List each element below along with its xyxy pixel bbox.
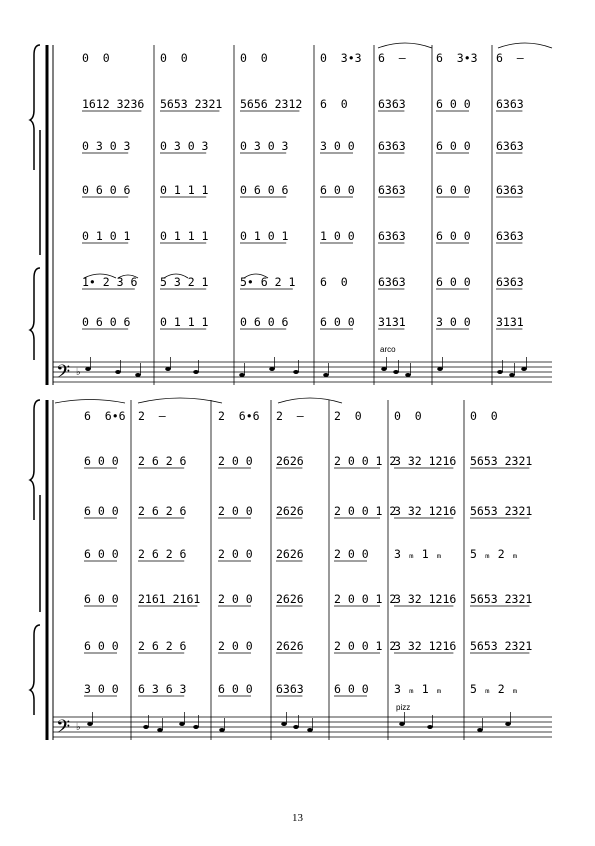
note-cell: 2 0 0 bbox=[218, 454, 253, 468]
note-cell: 0 0 bbox=[470, 409, 498, 423]
note-cell: 0 1 1 1 bbox=[160, 183, 209, 197]
note-cell: 1 0 0 bbox=[320, 229, 355, 243]
bass-note bbox=[307, 728, 313, 732]
note-cell: 0 3 0 3 bbox=[82, 139, 131, 153]
note-cell: 5 ₘ 2 ₘ bbox=[470, 682, 519, 696]
note-cell: 6 0 0 bbox=[436, 183, 471, 197]
bass-note bbox=[135, 373, 141, 377]
note-cell: 2626 bbox=[276, 592, 304, 606]
note-cell: 5653 2321 bbox=[470, 592, 533, 606]
note-cell: 6 3 6 3 bbox=[138, 682, 187, 696]
bass-note bbox=[497, 370, 503, 374]
bass-note bbox=[293, 725, 299, 729]
mark-arco: arco bbox=[380, 345, 396, 354]
note-cell: 3 32 1216 bbox=[394, 454, 457, 468]
note-cell: 6363 bbox=[378, 275, 406, 289]
bass-note bbox=[219, 728, 225, 732]
note-cell: 0 6 0 6 bbox=[82, 183, 131, 197]
note-cell: 6 0 0 bbox=[84, 504, 119, 518]
bass-note bbox=[157, 728, 163, 732]
bass-note bbox=[509, 373, 515, 377]
note-cell: 6363 bbox=[496, 97, 524, 111]
note-cell: 6 0 0 bbox=[320, 315, 355, 329]
note-cell: 6 0 0 bbox=[84, 454, 119, 468]
note-cell: 3 0 0 bbox=[436, 315, 471, 329]
system-2 bbox=[30, 398, 552, 742]
note-cell: 0 1 1 1 bbox=[160, 315, 209, 329]
note-cell: 2 0 0 bbox=[218, 547, 253, 561]
note-cell: 0 3 0 3 bbox=[240, 139, 289, 153]
system-1-bracket-top bbox=[30, 45, 40, 170]
note-cell: 0 6 0 6 bbox=[82, 315, 131, 329]
note-cell: 6 0 bbox=[320, 97, 348, 111]
note-cell: 5653 2321 bbox=[470, 639, 533, 653]
system-2-bracket-top bbox=[30, 400, 40, 520]
note-cell: 0 3 0 3 bbox=[160, 139, 209, 153]
note-cell: 2 0 0 bbox=[334, 547, 369, 561]
bass-note bbox=[427, 725, 433, 729]
bass-clef-icon: 𝄢 bbox=[56, 717, 71, 742]
note-cell: 2 0 0 bbox=[218, 504, 253, 518]
note-cell: 3 32 1216 bbox=[394, 504, 457, 518]
note-cell: 5 3 2 1 bbox=[160, 275, 209, 289]
bass-note bbox=[115, 370, 121, 374]
bass-note bbox=[405, 373, 411, 377]
bass-note bbox=[437, 367, 443, 371]
note-cell: 2161 2161 bbox=[138, 592, 201, 606]
note-cell: 6 0 0 bbox=[436, 139, 471, 153]
note-cell: 0 0 bbox=[82, 51, 110, 65]
note-cell: 6 — bbox=[378, 51, 406, 65]
note-cell: 6 0 0 bbox=[334, 682, 369, 696]
note-cell: 6 0 bbox=[320, 275, 348, 289]
note-cell: 0 1 0 1 bbox=[82, 229, 131, 243]
note-cell: 0 1 1 1 bbox=[160, 229, 209, 243]
bass-note bbox=[193, 725, 199, 729]
note-cell: 0 0 bbox=[160, 51, 188, 65]
mark-pizz: pizz bbox=[396, 703, 411, 712]
note-cell: 3 32 1216 bbox=[394, 592, 457, 606]
system-1-rows bbox=[82, 51, 524, 329]
note-cell: 6363 bbox=[378, 229, 406, 243]
bass-note bbox=[143, 725, 149, 729]
note-cell: 2 — bbox=[138, 409, 166, 423]
bass-note bbox=[381, 367, 387, 371]
flat-icon: ♭ bbox=[76, 722, 81, 733]
note-cell: 2 6•6 bbox=[218, 409, 260, 423]
note-cell: 6363 bbox=[378, 183, 406, 197]
flat-icon: ♭ bbox=[76, 367, 81, 378]
bass-note bbox=[269, 367, 275, 371]
note-cell: 5656 2312 bbox=[240, 97, 303, 111]
note-cell: 6 0 0 bbox=[218, 682, 253, 696]
note-cell: 2 0 0 1 2 bbox=[334, 592, 397, 606]
note-cell: 3131 bbox=[496, 315, 524, 329]
bass-note bbox=[165, 367, 171, 371]
note-cell: 2 6 2 6 bbox=[138, 547, 187, 561]
bass-note bbox=[239, 373, 245, 377]
note-cell: 6 3•3 bbox=[436, 51, 478, 65]
note-cell: 2 6 2 6 bbox=[138, 639, 187, 653]
note-cell: 6363 bbox=[276, 682, 304, 696]
note-cell: 2626 bbox=[276, 504, 304, 518]
note-cell: 2 — bbox=[276, 409, 304, 423]
note-cell: 2626 bbox=[276, 454, 304, 468]
note-cell: 0 3•3 bbox=[320, 51, 362, 65]
system-1-barlines bbox=[154, 45, 492, 385]
note-cell: 3131 bbox=[378, 315, 406, 329]
bass-clef-icon: 𝄢 bbox=[56, 362, 71, 387]
note-cell: 6 0 0 bbox=[320, 183, 355, 197]
system-1-bass-staff bbox=[53, 362, 552, 382]
note-cell: 2626 bbox=[276, 639, 304, 653]
system-1 bbox=[30, 43, 552, 387]
note-cell: 2 6 2 6 bbox=[138, 454, 187, 468]
note-cell: 6363 bbox=[496, 229, 524, 243]
note-cell: 2 0 0 bbox=[218, 639, 253, 653]
note-cell: 5• 6 2 1 bbox=[240, 275, 296, 289]
note-cell: 5 ₘ 2 ₘ bbox=[470, 547, 519, 561]
note-cell: 6363 bbox=[496, 275, 524, 289]
bass-note bbox=[393, 370, 399, 374]
bass-note bbox=[399, 722, 405, 726]
note-cell: 6363 bbox=[378, 97, 406, 111]
note-cell: 6 6•6 bbox=[84, 409, 126, 423]
note-cell: 3 0 0 bbox=[84, 682, 119, 696]
bass-note bbox=[193, 370, 199, 374]
note-cell: 3 0 0 bbox=[320, 139, 355, 153]
note-cell: 3 ₘ 1 ₘ bbox=[394, 682, 443, 696]
note-cell: 2626 bbox=[276, 547, 304, 561]
bass-note bbox=[477, 728, 483, 732]
note-cell: 1612 3236 bbox=[82, 97, 145, 111]
note-cell: 5653 2321 bbox=[470, 454, 533, 468]
note-cell: 2 0 0 1 2 bbox=[334, 504, 397, 518]
note-cell: 6363 bbox=[496, 139, 524, 153]
system-2-bass-staff bbox=[53, 717, 552, 737]
note-cell: 0 0 bbox=[240, 51, 268, 65]
system-2-rows bbox=[84, 409, 532, 696]
note-cell: 2 0 0 1 2 bbox=[334, 454, 397, 468]
note-cell: 0 1 0 1 bbox=[240, 229, 289, 243]
note-cell: 3 ₘ 1 ₘ bbox=[394, 547, 443, 561]
bass-note bbox=[293, 370, 299, 374]
bass-note bbox=[87, 722, 93, 726]
bass-note bbox=[85, 367, 91, 371]
system-2-bracket-low bbox=[30, 625, 40, 715]
note-cell: 6 0 0 bbox=[84, 547, 119, 561]
note-cell: 6363 bbox=[378, 139, 406, 153]
bass-note bbox=[281, 722, 287, 726]
bass-note bbox=[179, 722, 185, 726]
bass-note bbox=[521, 367, 527, 371]
bass-note bbox=[505, 722, 511, 726]
note-cell: 6 0 0 bbox=[436, 275, 471, 289]
note-cell: 0 6 0 6 bbox=[240, 315, 289, 329]
note-cell: 3 32 1216 bbox=[394, 639, 457, 653]
note-cell: 6 0 0 bbox=[84, 592, 119, 606]
note-cell: 2 0 0 bbox=[218, 592, 253, 606]
system-1-bracket-low bbox=[30, 268, 40, 360]
note-cell: 6 — bbox=[496, 51, 524, 65]
note-cell: 5653 2321 bbox=[160, 97, 223, 111]
note-cell: 6363 bbox=[496, 183, 524, 197]
note-cell: 5653 2321 bbox=[470, 504, 533, 518]
note-cell: 1• 2 3 6 bbox=[82, 275, 138, 289]
page-number: 13 bbox=[292, 812, 303, 824]
note-cell: 0 0 bbox=[394, 409, 422, 423]
note-cell: 6 0 0 bbox=[436, 229, 471, 243]
note-cell: 6 0 0 bbox=[436, 97, 471, 111]
note-cell: 0 6 0 6 bbox=[240, 183, 289, 197]
note-cell: 2 0 0 1 2 bbox=[334, 639, 397, 653]
note-cell: 2 6 2 6 bbox=[138, 504, 187, 518]
note-cell: 2 0 bbox=[334, 409, 362, 423]
note-cell: 6 0 0 bbox=[84, 639, 119, 653]
bass-note bbox=[323, 373, 329, 377]
